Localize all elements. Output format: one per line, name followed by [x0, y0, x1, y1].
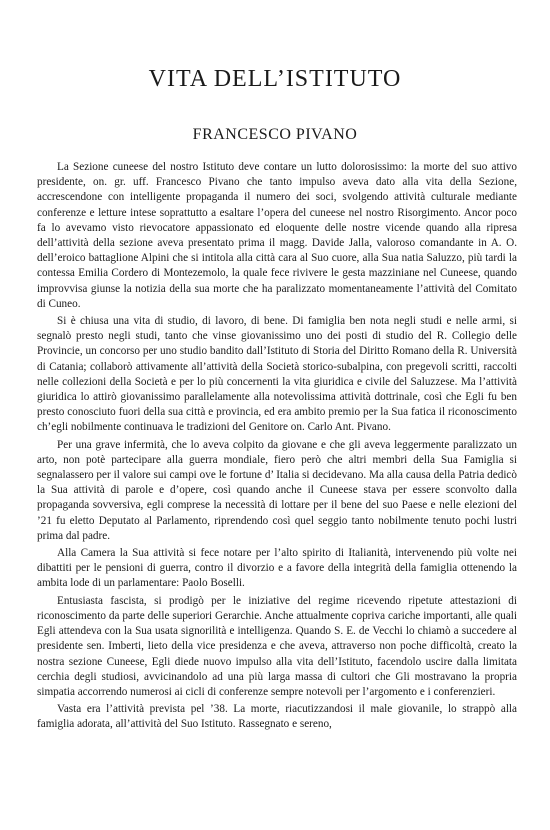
article-body [37, 160, 517, 735]
paragraph: La Sezione cuneese del nostro Istituto deve contare un lutto dolorosissimo: la morte del suo attivo presidente, on. gr. uff. Francesco Pivano che tanto impulso aveva dato alla vita della Sezione, accrescendone con intelligente propaganda il numero dei soci, svolgendo attività culturale mediante conferenze e letture intese soprattutto a esaltare l’opera del cuneese nel nostro Risorgimento. Ancor poco fa lo avevamo visto rievocatore appassionato ed eloquente delle nostre vicende quando alla ripresa dell’attività della sezione aveva presentato prima il magg. Davide Jalla, valoroso comandante in A. O. dell’eroico battaglione Alpini che si intitola alla città cara al Suo cuore, alla Sua natia Saluzzo, più tardi la contessa Emilia Cordero di Montezemolo, la quale fece rivivere le gesta mazziniane nel Cuneese, quando improvvisa giunse la notizia della sua morte che ha paralizzato momentaneamente l’attività del Comitato di Cuneo. [37, 161, 517, 310]
paragraph: Entusiasta fascista, si prodigò per le iniziative del regime ricevendo ripetute attestazioni di riconoscimento da parte delle superiori Gerarchie. Anche attualmente copriva cariche importanti, alle quali Egli attendeva con la Sua usata signorilità e intelligenza. Quando S. E. de Vecchi lo chiamò a succedere al presidente sen. Imberti, lieto della vice presidenza e che aveva, attraverso non poche difficoltà, creato la nostra sezione Cuneese, Egli diede nuovo impulso alla vita dell’Istituto, facendolo uscire dalla limitata cerchia degli studiosi, avvicinandolo ad una più larga massa di cultori che Gli mostravano la propria simpatia accorrendo numerosi ai cicli di conferenze sempre notevoli per l’argomento e i conferenzieri. [37, 594, 517, 698]
paragraph: Vasta era l’attività prevista pel ’38. La morte, riacutizzandosi il male giovanile, lo strappò alla famiglia adorata, all’attività del Suo Istituto. Rassegnato e sereno, [37, 703, 517, 731]
paragraph: Per una grave infermità, che lo aveva colpito da giovane e che gli aveva leggermente paralizzato un arto, non potè partecipare alla guerra mondiale, fiero però che altri membri della Sua Famiglia si segnalassero per il valore sui campi ove le fortune d’ Italia si decidevano. Ma alla causa della Patria dedicò la Sua attività di parole e d’opere, così quando anche il Cuneese stava per essere sconvolto dalla propaganda sovversiva, egli comprese la necessità di lottare per il bene del suo Paese e nelle elezioni del ’21 fu eletto Deputato al Parlamento, riprendendo così quel seggio tanto nobilmente tenuto pochi lustri prima dal padre. [37, 438, 517, 542]
paragraph: Si è chiusa una vita di studio, di lavoro, di bene. Di famiglia ben nota negli studi e nelle armi, si segnalò presto negli studi, tanto che vinse giovanissimo uno dei posti di studio del R. Collegio delle Provincie, un concorso per uno studio bandito dall’Istituto di Storia del Diritto Romano della R. Università di Catania; collaborò attivamente all’attività della Società storico-subalpina, con pregevoli scritti, raccolti nelle collezioni della Società e per lo più concernenti la vita giuridica e civile del Saluzzese. Ma l’attività giuridica lo attirò giovanissimo parallelamente alla notevolissima attività dottrinale, così che Egli fu ben presto conosciuto fuori della sua città e provincia, ed era ambito premio per la Sua fatica il riconoscimento ch’egli nobilmente continuava le tradizioni del Genitore on. Carlo Ant. Pivano. [37, 315, 517, 434]
article-title: FRANCESCO PIVANO [192, 126, 358, 143]
paragraph: Alla Camera la Sua attività si fece notare per l’alto spirito di Italianità, intervenendo più volte nei dibattiti per le pensioni di guerra, contro il divorzio e a favore della integrità della famiglia ottenendo la ambita lode di un parlamentare: Paolo Boselli. [37, 547, 517, 590]
section-title: VITA DELL’ISTITUTO [148, 66, 402, 92]
